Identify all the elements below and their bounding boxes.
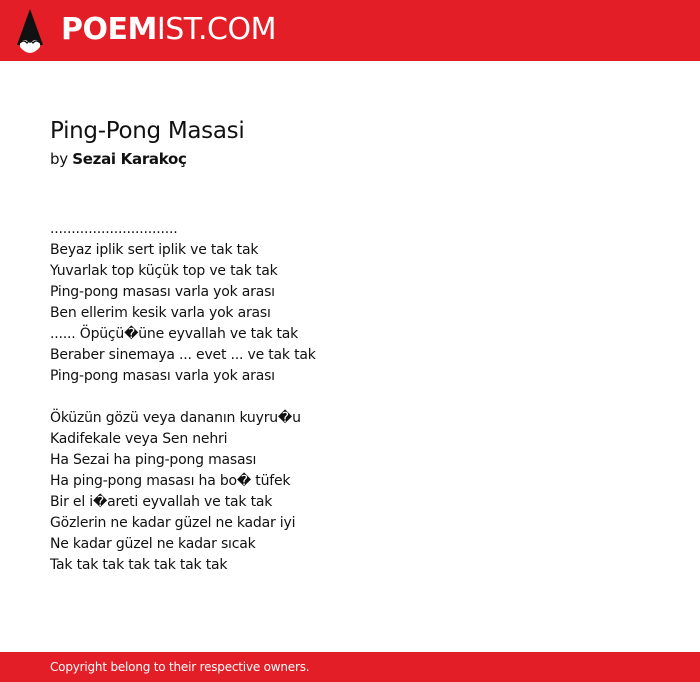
stanza-break xyxy=(50,387,650,408)
poem-line: Öküzün gözü veya dananın kuyru�u xyxy=(50,410,301,426)
poem-header xyxy=(50,114,650,170)
author-link[interactable]: Sezai Karakoç xyxy=(72,150,187,168)
poem-line: Ping-pong masası varla yok arası xyxy=(50,284,275,300)
logo-text-light: IST.COM xyxy=(156,12,276,47)
site-logo[interactable] xyxy=(61,11,276,49)
poem-line: Ping-pong masası varla yok arası xyxy=(50,368,275,384)
poem-line: Gözlerin ne kadar güzel ne kadar iyi xyxy=(50,515,296,531)
poem-title: Ping-Pong Masasi xyxy=(50,118,245,144)
site-header xyxy=(0,0,700,61)
poem-line: ...... Öpüçü�üne eyvallah ve tak tak xyxy=(50,326,299,342)
poem-line: Ha Sezai ha ping-pong masası xyxy=(50,452,257,468)
poem-byline xyxy=(50,148,650,170)
poem-line: Beraber sinemaya ... evet ... ve tak tak xyxy=(50,347,316,363)
logo-text-strong: POEM xyxy=(61,12,157,47)
poem-line: Yuvarlak top küçük top ve tak tak xyxy=(50,263,278,279)
copyright-text: Copyright belong to their respective owners. xyxy=(50,660,310,674)
poem-line: Kadifekale veya Sen nehri xyxy=(50,431,228,447)
byline-prefix: by xyxy=(50,150,68,168)
poem-body xyxy=(50,219,650,576)
pencil-icon[interactable] xyxy=(17,9,43,53)
poem-line: Bir el i�areti eyvallah ve tak tak xyxy=(50,494,273,510)
site-footer xyxy=(0,652,700,682)
poem-line: Ha ping-pong masası ha bo� tüfek xyxy=(50,473,291,489)
poem-line: Ben ellerim kesik varla yok arası xyxy=(50,305,271,321)
poem-line: Beyaz iplik sert iplik ve tak tak xyxy=(50,242,259,258)
poem-line: Ne kadar güzel ne kadar sıcak xyxy=(50,536,256,552)
poem-line: Tak tak tak tak tak tak tak xyxy=(50,557,228,573)
poem-line: .............................. xyxy=(50,221,178,237)
